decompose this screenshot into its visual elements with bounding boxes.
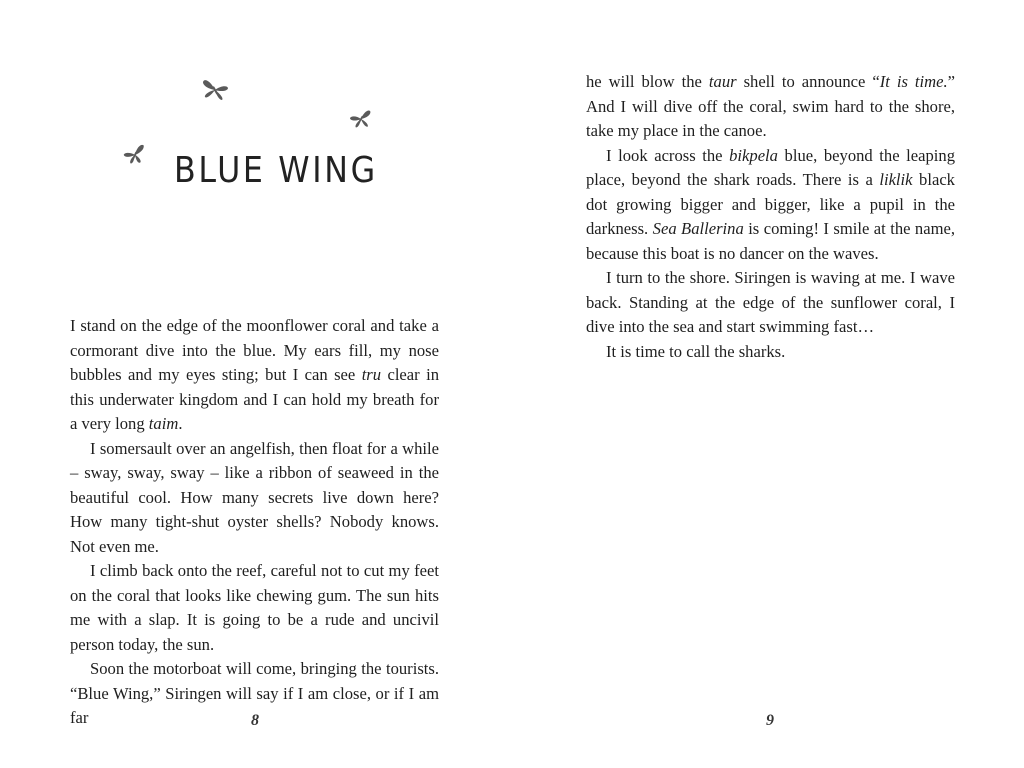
text-segment: It is time to call the sharks. [606,341,786,361]
paragraph [70,559,439,657]
text-segment: blue, beyond the leaping place, beyond the shark roads. There is a [586,145,955,189]
text-segment: ” And I will dive off the coral, swim hard to the shore, take my place in the canoe. [586,72,956,140]
text-segment: I turn to the shore. Siringen is waving at me. I wave back. Standing at the edge of the sunflower coral, I dive into the sea and start swimming fast… [586,268,955,336]
italic-text: Sea Ballerina [652,219,744,238]
text-segment: is coming! I smile at the name, because this boat is no dancer on the waves. [586,219,956,263]
text-segment: Soon the motorboat will come, bringing the tourists. “Blue Wing,” Siringen will say if I am close, or if I am far [70,659,439,727]
paragraph [586,340,955,365]
page-number: 8 [251,712,259,729]
page-number: 9 [766,712,774,729]
text-segment: shell to announce “ [736,72,880,91]
moth-icon [348,108,374,130]
body-text [70,314,439,731]
paragraph [70,437,439,560]
paragraph [70,314,439,437]
italic-text: bikpela [729,145,778,165]
right-page [512,0,1024,768]
text-segment: he will blow the [586,72,709,91]
italic-text: liklik [879,170,913,189]
chapter-title: BLUE WING [174,150,378,191]
text-segment: I look across the [606,145,730,165]
italic-text: taim [148,414,179,433]
text-segment: . [178,414,183,433]
paragraph [586,266,955,340]
text-segment: I climb back onto the reef, careful not to cut my feet on the coral that looks like chewing gum. The sun hits me with a slap. It is going to be a rude and uncivil person today, the sun. [70,561,439,654]
text-segment: I somersault over an angelfish, then float for a while – sway, sway, sway – like a ribbon of seaweed in the beautiful cool. How many secrets live down here? How many tight-shut oyster shells? Nobody knows. Not even me. [70,438,439,556]
italic-text: tru [361,365,382,384]
body-text [586,70,955,364]
italic-text: It is time. [879,72,948,91]
moth-icon [200,76,230,102]
moth-icon [122,142,148,166]
text-segment: I stand on the edge of the moonflower coral and take a cormorant dive into the blue. My ears fill, my nose bubbles and my eyes sting; but I can see [70,316,439,384]
paragraph [586,144,955,267]
text-segment: clear in this underwater kingdom and I can hold my breath for a very long [70,365,439,433]
text-segment: black dot growing bigger and bigger, like a pupil in the darkness. [586,170,955,238]
italic-text: taur [708,72,737,91]
paragraph [586,70,955,144]
